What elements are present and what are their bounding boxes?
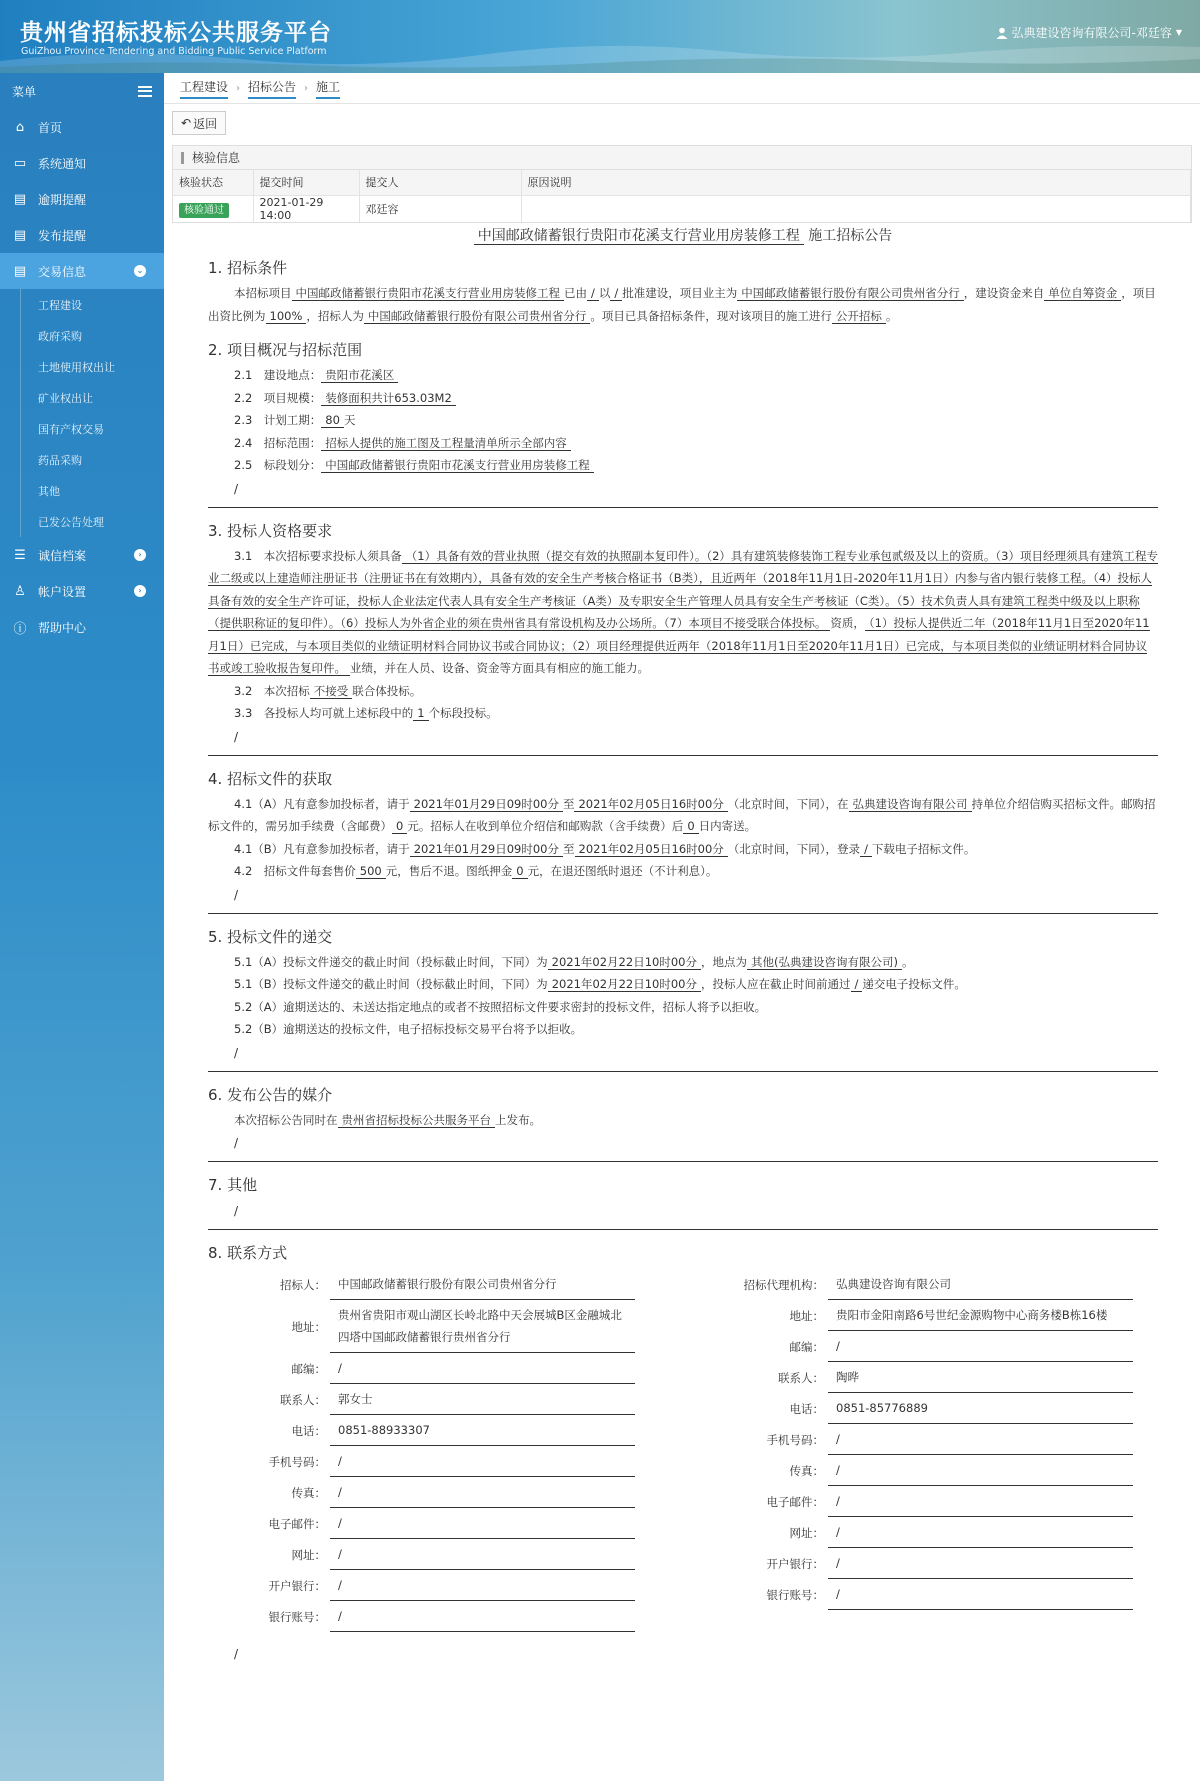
project-name: 中国邮政储蓄银行贵阳市花溪支行营业用房装修工程 [474,228,804,245]
contact-row [683,1424,1158,1455]
verification-panel [172,145,1192,223]
sidebar-subitem[interactable]: 土地使用权出让 [0,351,164,382]
contact-value: / [330,1601,635,1632]
chevron-right-icon: › [236,82,241,94]
column-header: 原因说明 [521,170,1191,195]
section-5-1b: 5.1（B）投标文件递交的截止时间（投标截止时间，下同）为 2021年02月22日10时00分 ，投标人应在截止时间前通过 / 递交电子投标文件。 [234,977,966,991]
back-button[interactable] [172,111,226,135]
notice-title-suffix: 施工招标公告 [808,228,893,244]
contact-label: 传真： [789,1463,824,1478]
contact-value: / [330,1508,635,1539]
sidebar-item-label: 帐户设置 [38,584,87,599]
sidebar-subitem[interactable]: 其他 [0,475,164,506]
contact-value: / [828,1548,1133,1579]
contact-value: / [828,1486,1133,1517]
sidebar-item-label: 系统通知 [38,156,87,171]
sidebar-header [0,73,164,109]
contact-row [683,1331,1158,1362]
user-icon: ♙ [14,583,26,599]
sidebar [0,73,164,1781]
notice-title [208,225,1158,245]
caret-down-icon: ▼ [1175,28,1182,37]
contact-label: 邮编： [291,1361,326,1376]
contact-label: 开户银行： [766,1556,824,1571]
chevron-right-icon: › [134,549,146,561]
section-slash: / [234,1136,239,1150]
sidebar-item-label: 逾期提醒 [38,192,87,207]
section-5-2a: 5.2（A）逾期送达的、未送达指定地点的或者不按照招标文件要求密封的投标文件，招标人将予以拒收。 [234,999,767,1014]
sidebar-item-label: 诚信档案 [38,548,87,563]
section-4-1b: 4.1（B）凡有意参加投标者，请于 2021年01月29日09时00分 至 2021年02月05日16时00分 （北京时间，下同），登录 / 下载电子招标文件。 [234,841,976,856]
overview-row: 2.2 项目规模： 装修面积共计653.03M2 [208,387,1158,410]
breadcrumb-item[interactable]: 施工 [316,78,340,99]
contact-value: 陶晔 [828,1362,1133,1393]
tenderer-contact [208,1269,683,1632]
divider [208,1229,1158,1230]
contact-label: 银行账号： [766,1587,824,1602]
divider [208,1071,1158,1072]
contact-label: 银行账号： [268,1609,326,1624]
user-menu[interactable] [996,24,1183,41]
section-heading: 6. 发布公告的媒介 [208,1085,333,1104]
section-heading: 2. 项目概况与招标范围 [208,341,363,359]
breadcrumb [164,73,1200,104]
contact-value: 郭女士 [330,1384,635,1415]
contact-value: / [330,1446,635,1477]
contact-label: 联系人： [778,1370,824,1385]
sidebar-subitem[interactable]: 政府采购 [0,320,164,351]
sidebar-item-label: 帮助中心 [38,620,87,635]
contact-value: / [828,1579,1133,1610]
site-subtitle: GuiZhou Province Tendering and Bidding Public Service Platform [21,46,327,57]
contact-label: 电话： [291,1423,326,1438]
user-name: 弘典建设咨询有限公司-邓廷容 [1011,26,1172,40]
contact-label: 电子邮件： [766,1494,824,1509]
sidebar-item-label: 交易信息 [38,264,87,279]
section-1-text: 本招标项目 中国邮政储蓄银行贵阳市花溪支行营业用房装修工程 已由 / 以 / 批准建设，项目业主为 中国邮政储蓄银行股份有限公司贵州省分行 ，建设资金来自 单位自筹资金 ，项目出资比例为 100% ，招标人为 中国邮政储蓄银行股份有限公司贵州省分行 。项目已具备招标条件，现对该项目的施工进行 公开招标 。 [208,286,1156,323]
site-title: 贵州省招标投标公共服务平台 [20,20,332,46]
contact-value: / [330,1539,635,1570]
contact-row [683,1455,1158,1486]
contact-label: 电话： [789,1401,824,1416]
contact-label: 传真： [291,1485,326,1500]
top-header [0,0,1200,73]
agency-contact [683,1269,1158,1632]
section-3-3: 3.3 各投标人均可就上述标段中的 1 个标段投标。 [234,706,498,720]
contact-row [208,1539,683,1570]
inbox-icon: ▤ [13,227,27,243]
inbox-icon: ▤ [13,191,27,207]
contact-value: 中国邮政储蓄银行股份有限公司贵州省分行 [330,1269,635,1300]
section-slash: / [234,887,239,902]
contact-row [683,1269,1158,1300]
contact-info [208,1269,1158,1632]
breadcrumb-item[interactable]: 工程建设 [180,78,228,99]
menu-label: 菜单 [12,84,37,99]
reason [521,195,1191,222]
breadcrumb-item[interactable]: 招标公告 [248,78,296,99]
contact-label: 联系人： [280,1392,326,1407]
sidebar-subitem[interactable]: 药品采购 [0,444,164,475]
contact-value: 贵州省贵阳市观山湖区长岭北路中天会展城B区金融城北四塔中国邮政储蓄银行贵州省分行 [330,1300,635,1353]
contact-row [208,1477,683,1508]
contact-row [683,1362,1158,1393]
sidebar-subitem[interactable]: 矿业权出让 [0,382,164,413]
contact-value: 贵阳市金阳南路6号世纪金源购物中心商务楼B栋16楼 [828,1300,1133,1331]
submit-time: 2021-01-29 14:00 [253,195,359,222]
section-heading: 1. 招标条件 [208,259,288,277]
sidebar-subitem[interactable]: 国有产权交易 [0,413,164,444]
sidebar-item-home[interactable] [0,109,164,145]
hamburger-icon[interactable] [138,86,152,97]
column-header: 提交人 [359,170,521,195]
contact-row [208,1601,683,1632]
chevron-right-icon: › [304,82,309,94]
submitter: 邓廷容 [359,195,521,222]
sidebar-subitem[interactable]: 工程建设 [0,289,164,320]
contact-label: 网址： [789,1525,824,1540]
chevron-down-icon: ⌄ [134,265,146,277]
contact-label: 招标代理机构： [743,1277,824,1292]
section-heading: 5. 投标文件的递交 [208,927,333,946]
section-heading: 3. 投标人资格要求 [208,521,333,540]
contact-label: 地址： [789,1308,824,1323]
section-4-1a: 4.1（A）凡有意参加投标者，请于 2021年01月29日09时00分 至 2021年02月05日16时00分 （北京时间，下同），在 弘典建设咨询有限公司 持单位介绍信购买招标文件。邮购招标文件的，需另加手续费（含邮费） 0 元。招标人在收到单位介绍信和邮购款（含手续费）后 0 日内寄送。 [208,796,1156,833]
contact-value: / [828,1424,1133,1455]
divider [208,507,1158,508]
contact-value: / [828,1517,1133,1548]
section-slash: / [234,1045,239,1060]
home-icon: ⌂ [15,119,25,135]
status-badge: 核验通过 [179,203,229,218]
tender-notice [208,225,1158,1666]
contact-row [208,1508,683,1539]
contact-label: 网址： [291,1547,326,1562]
sidebar-item-help[interactable] [0,609,164,645]
chevron-right-icon: › [134,585,146,597]
section-heading: 8. 联系方式 [208,1244,288,1262]
verification-title: 核验信息 [173,146,1191,170]
back-button-label: 返回 [193,116,218,131]
contact-label: 邮编： [789,1339,824,1354]
contact-label: 手机号码： [766,1432,824,1447]
section-slash: / [234,1647,239,1661]
contact-value: 0851-85776889 [828,1393,1133,1424]
contact-row [208,1269,683,1300]
section-5-2b: 5.2（B）逾期送达的投标文件，电子招标投标交易平台将予以拒收。 [234,1022,583,1036]
contact-row [683,1517,1158,1548]
sidebar-item-transactions[interactable] [0,253,164,289]
contact-row [683,1548,1158,1579]
contact-row [683,1579,1158,1610]
contact-row [208,1446,683,1477]
contact-value: / [330,1570,635,1601]
column-header: 核验状态 [173,170,253,195]
sidebar-item-publish-reminder[interactable] [0,217,164,253]
sidebar-item-overdue[interactable] [0,181,164,217]
contact-value: / [330,1477,635,1508]
back-arrow-icon: ↶ [181,116,192,130]
contact-value: 弘典建设咨询有限公司 [828,1269,1133,1300]
section-slash: / [234,481,239,496]
contact-value: / [828,1455,1133,1486]
contact-row [683,1300,1158,1331]
section-heading: 7. 其他 [208,1176,258,1194]
column-header: 提交时间 [253,170,359,195]
divider [208,1161,1158,1162]
sidebar-subitem[interactable]: 已发公告处理 [0,506,164,537]
sidebar-item-account-settings[interactable] [0,573,164,609]
list-icon: ☰ [14,547,26,563]
contact-value: / [828,1331,1133,1362]
contact-label: 招标人： [280,1277,326,1292]
contact-label: 手机号码： [268,1454,326,1469]
contact-row [683,1393,1158,1424]
sidebar-item-label: 首页 [38,120,63,135]
section-slash: / [234,1204,239,1218]
table-row [173,195,1191,222]
section-5-1a: 5.1（A）投标文件递交的截止时间（投标截止时间，下同）为 2021年02月22日10时00分 ，地点为 其他(弘典建设咨询有限公司) 。 [234,954,914,969]
contact-row [683,1486,1158,1517]
divider [208,755,1158,756]
section-3-2: 3.2 本次招标 不接受 联合体投标。 [234,683,422,698]
section-heading: 4. 招标文件的获取 [208,769,333,788]
sidebar-item-notifications[interactable] [0,145,164,181]
monitor-icon: ▭ [13,155,27,171]
section-4-2: 4.2 招标文件每套售价 500 元，售后不退。图纸押金 0 元，在退还图纸时退还（不计利息）。 [234,864,718,878]
contact-row [208,1415,683,1446]
user-icon [996,27,1008,39]
contact-row [208,1570,683,1601]
section-3-1: 3.1 本次招标要求投标人须具备 （1）具备有效的营业执照（提交有效的执照副本复印件）。（2）具有建筑装修装饰工程专业承包贰级及以上的资质。（3）项目经理须具有建筑工程专业二级或以上建造师注册证书（注册证书在有效期内），具备有效的安全生产考核合格证书（B类），且近两年（2018年11月1日-2020年11月1日）内参与省内银行装修工程。（4）投标人具备有效的安全生产许可证，投标人企业法定代表人具有安全生产考核证（A类）及专职安全生产管理人员具有安全生产考核证（C类）。（5）技术负责人具有建筑工程类中级及以上职称（提供职称证的复印件）。（6）投标人为外省企业的须在贵州省具有常设机构及办公场所。（7）本项目不接受联合体投标。 资质， （1）投标人提供近二年（2018年11月1日至2020年11月1日）已完成，与本项目类似的业绩证明材料合同协议书或合同协议；（2）项目经理提供近两年（2018年11月1日至2020年11月1日）已完成，与本项目类似的业绩证明材料合同协议书或竣工验收报告复印件。 业绩，并在人员、设备、资金等方面具有相应的施工能力。 [208,548,1158,675]
overview-row: 2.5 标段划分： 中国邮政储蓄银行贵阳市花溪支行营业用房装修工程 [208,454,1158,477]
contact-value: 0851-88933307 [330,1415,635,1446]
overview-row: 2.1 建设地点： 贵阳市花溪区 [208,364,1158,387]
overview-row: 2.4 招标范围： 招标人提供的施工图及工程量清单所示全部内容 [208,432,1158,455]
sidebar-item-label: 发布提醒 [38,228,87,243]
contact-row [208,1353,683,1384]
contact-label: 地址： [291,1319,326,1334]
help-icon: ⓘ [13,621,27,637]
main-content [164,73,1200,1781]
overview-row: 2.3 计划工期： 80 天 [234,413,356,427]
contact-label: 开户银行： [268,1578,326,1593]
contact-value: / [330,1353,635,1384]
sidebar-item-credit-records[interactable] [0,537,164,573]
contact-label: 电子邮件： [268,1516,326,1531]
section-6-text: 本次招标公告同时在 贵州省招标投标公共服务平台 上发布。 [234,1112,541,1127]
contact-row [208,1384,683,1415]
inbox-icon: ▤ [13,263,27,279]
verification-table [173,170,1191,222]
contact-row [208,1300,683,1353]
divider [208,913,1158,914]
section-slash: / [234,729,239,744]
